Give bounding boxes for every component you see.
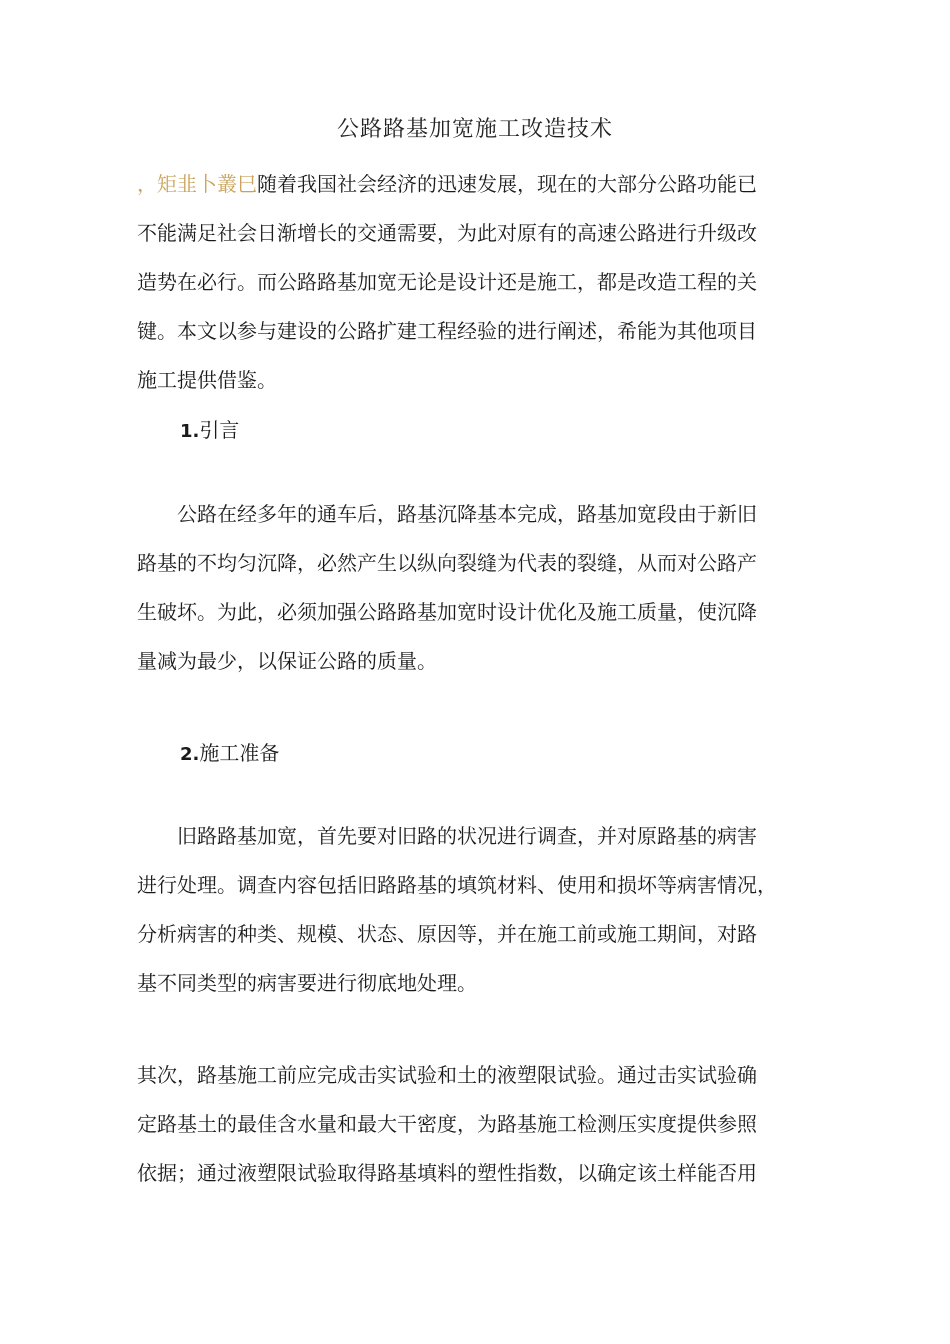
section-1-heading xyxy=(180,414,239,443)
section-2-p1-line-3: 分析病害的种类、规模、状态、原因等，并在施工前或施工期间，对路 xyxy=(137,922,757,946)
abstract-line-1-text: 随着我国社会经济的迅速发展，现在的大部分公路功能已 xyxy=(257,172,757,196)
abstract-paragraph xyxy=(137,160,817,405)
abstract-line-2: 不能满足社会日渐增长的交通需要，为此对原有的高速公路进行升级改 xyxy=(137,221,757,245)
section-2-p1-line-2: 进行处理。调查内容包括旧路路基的填筑材料、使用和损坏等病害情况， xyxy=(137,873,777,897)
section-2-p1-line-1: 旧路路基加宽，首先要对旧路的状况进行调查，并对原路基的病害 xyxy=(137,824,757,848)
section-1-line-3: 生破坏。为此，必须加强公路路基加宽时设计优化及施工质量，使沉降 xyxy=(137,600,757,624)
section-2-p2-line-2: 定路基土的最佳含水量和最大干密度，为路基施工检测压实度提供参照 xyxy=(137,1112,757,1136)
section-1-paragraph xyxy=(137,490,817,686)
abstract-lead-prefix: ，矩韭卜叢巳 xyxy=(137,172,257,196)
section-2-p1-line-4: 基不同类型的病害要进行彻底地处理。 xyxy=(137,971,477,995)
section-2-number: 2. xyxy=(180,744,200,765)
section-2-p2-line-3: 依据；通过液塑限试验取得路基填料的塑性指数，以确定该土样能否用 xyxy=(137,1161,757,1185)
document-title: 公路路基加宽施工改造技术 xyxy=(336,117,613,142)
section-2-p2-line-1: 其次，路基施工前应完成击实试验和土的液塑限试验。通过击实试验确 xyxy=(137,1063,757,1087)
section-2-paragraph-2 xyxy=(137,1051,817,1198)
section-1-line-2: 路基的不均匀沉降，必然产生以纵向裂缝为代表的裂缝，从而对公路产 xyxy=(137,551,757,575)
abstract-line-3: 造势在必行。而公路路基加宽无论是设计还是施工，都是改造工程的关 xyxy=(137,270,757,294)
section-2-title: 施工准备 xyxy=(199,741,280,765)
abstract-line-4: 键。本文以参与建设的公路扩建工程经验的进行阐述，希能为其他项目 xyxy=(137,319,757,343)
section-1-number: 1. xyxy=(180,421,200,442)
section-2-heading xyxy=(180,737,279,766)
section-1-line-1: 公路在经多年的通车后，路基沉降基本完成，路基加宽段由于新旧 xyxy=(137,502,757,526)
abstract-line-5: 施工提供借鉴。 xyxy=(137,368,277,392)
section-1-title: 引言 xyxy=(199,418,240,442)
section-1-line-4: 量减为最少，以保证公路的质量。 xyxy=(137,649,437,673)
abstract-line-1 xyxy=(137,160,817,209)
section-2-paragraph-1 xyxy=(137,812,817,1008)
